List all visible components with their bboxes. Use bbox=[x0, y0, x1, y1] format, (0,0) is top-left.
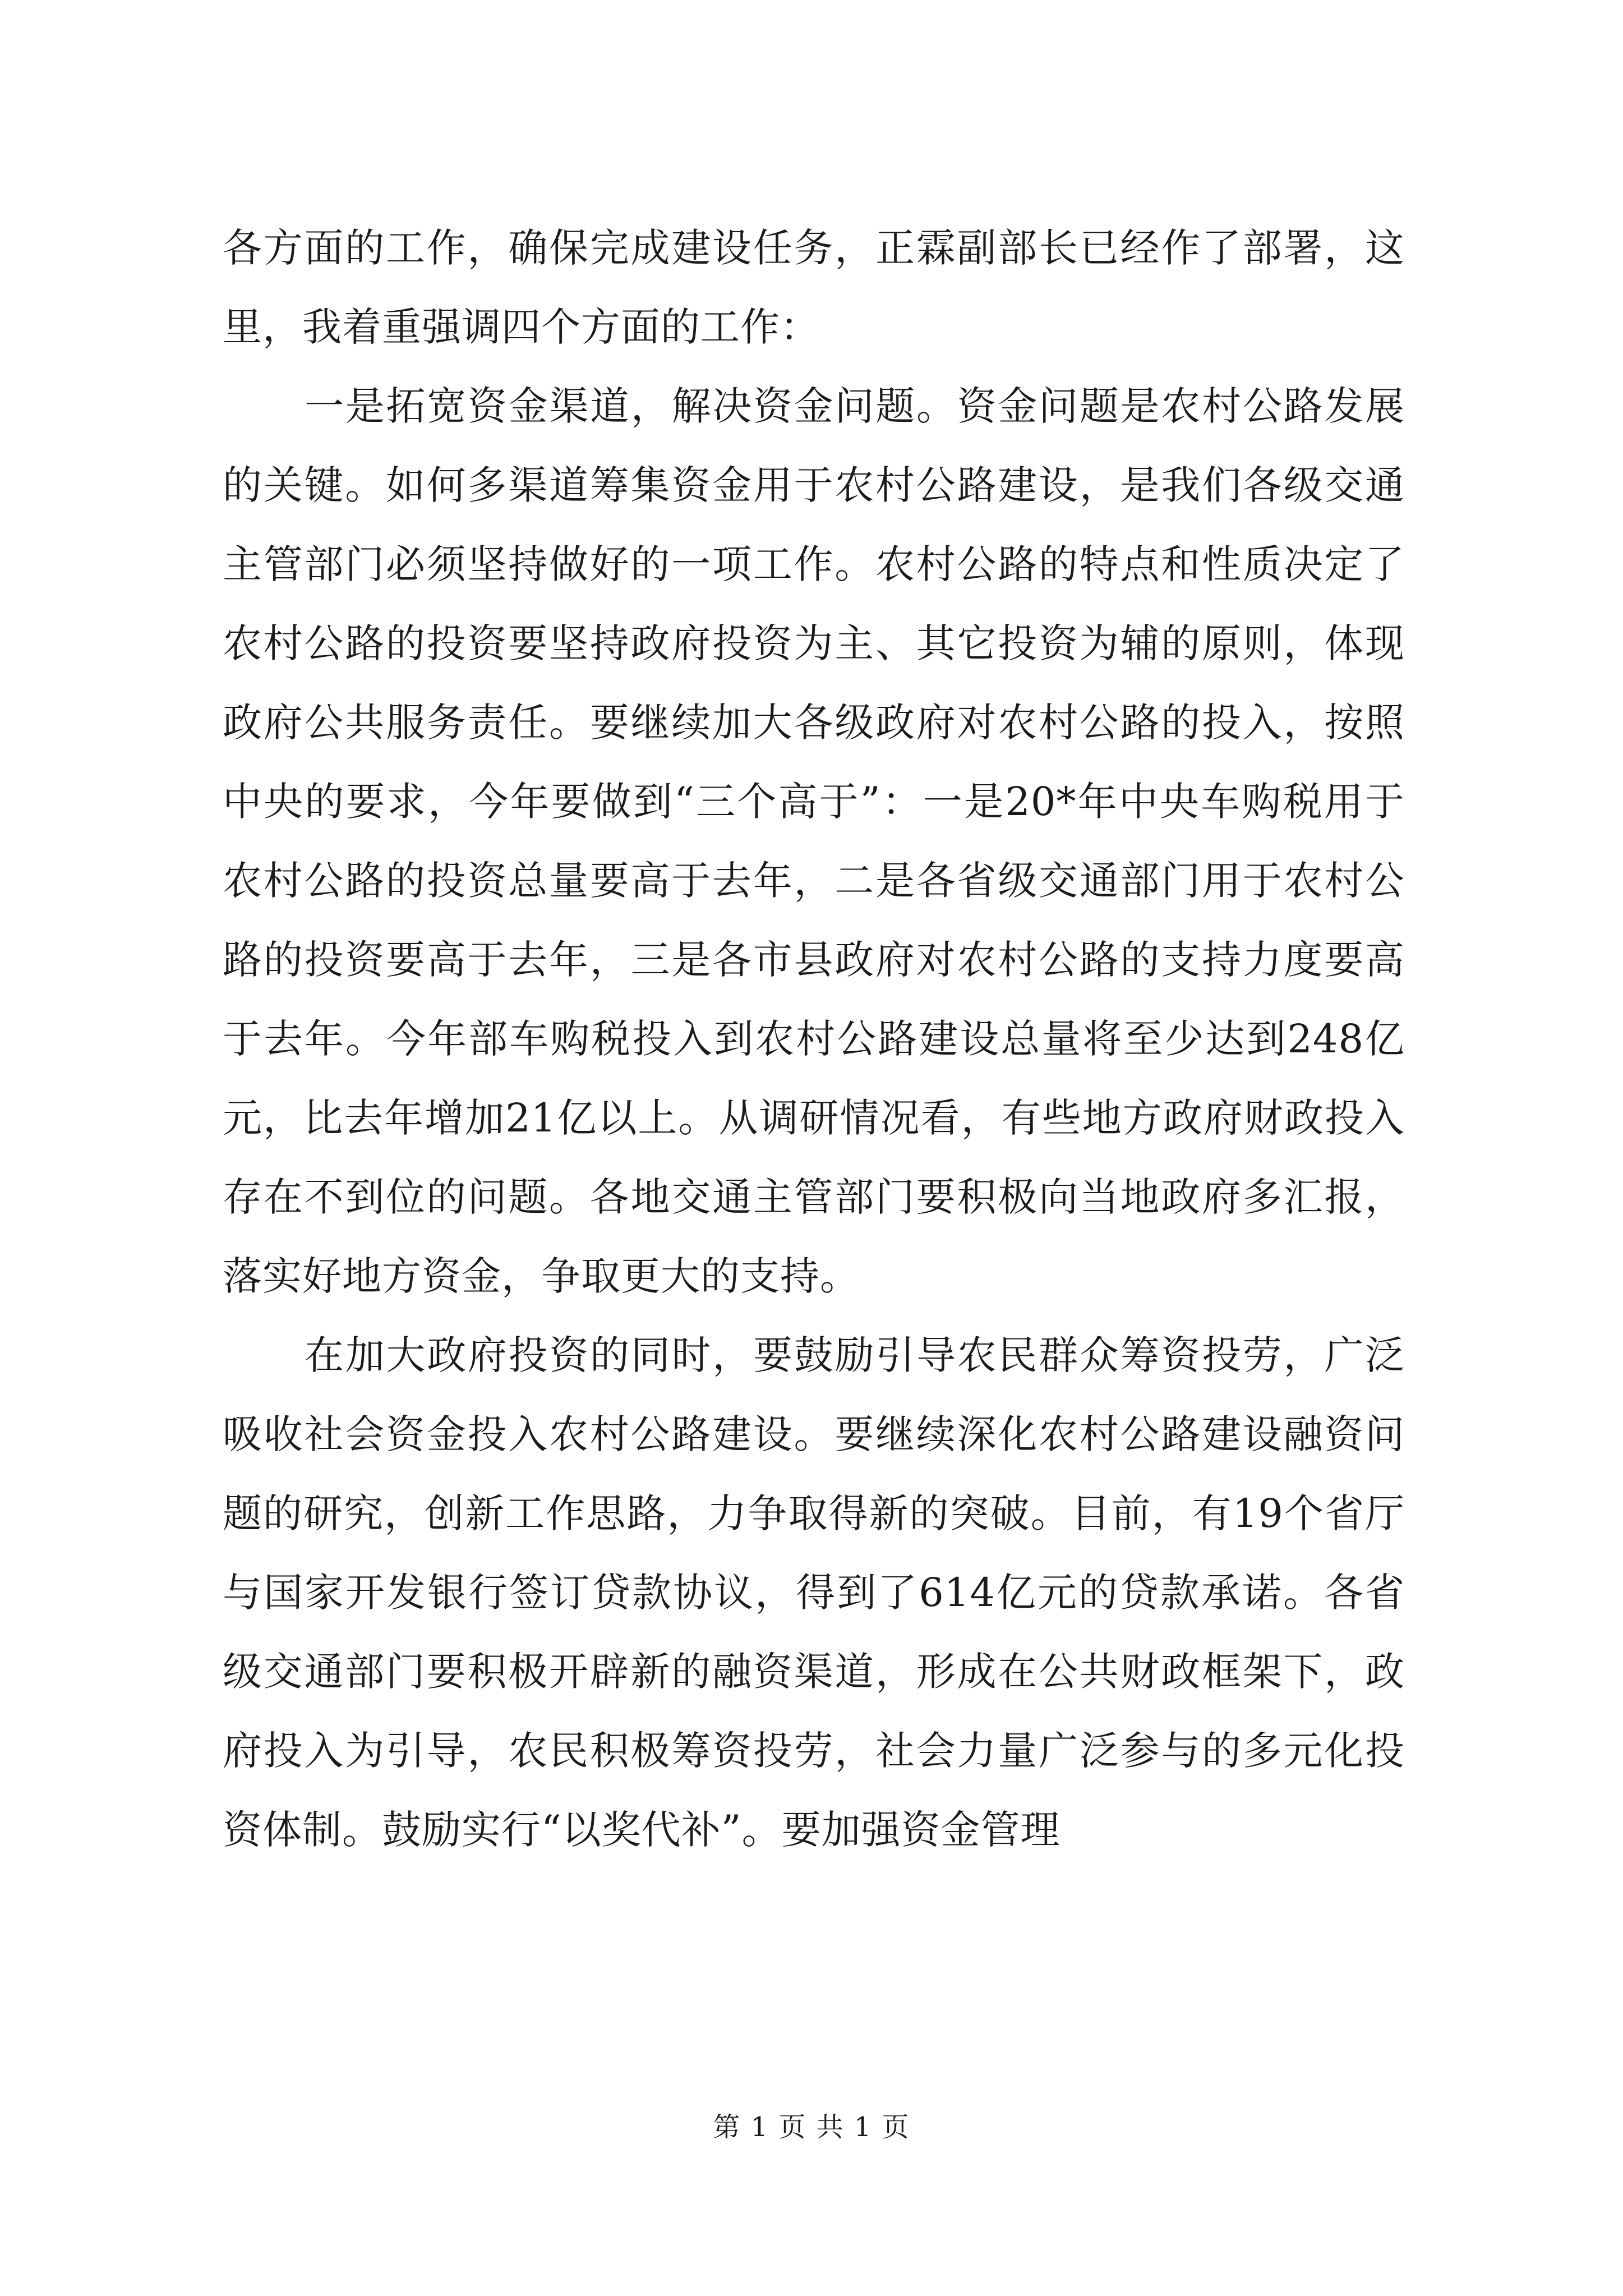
paragraph-1: 各方面的工作，确保完成建设任务，正霖副部长已经作了部署，这里，我着重强调四个方面的工作： bbox=[223, 225, 1405, 350]
paragraph-3: 在加大政府投资的同时，要鼓励引导农民群众筹资投劳，广泛吸收社会资金投入农村公路建设。要继续深化农村公路建设融资问题的研究，创新工作思路，力争取得新的突破。目前，有19个省厅与国家开发银行签订贷款协议，得到了614亿元的贷款承诺。各省级交通部门要积极开辟新的融资渠道，形成在公共财政框架下，政府投入为引导，农民积极筹资投劳，社会力量广泛参与的多元化投资体制。鼓励实行“以奖代补”。要加强资金管理 bbox=[223, 1332, 1405, 1853]
paragraph-2: 一是拓宽资金渠道，解决资金问题。资金问题是农村公路发展的关键。如何多渠道筹集资金用于农村公路建设，是我们各级交通主管部门必须坚持做好的一项工作。农村公路的特点和性质决定了农村公路的投资要坚持政府投资为主、其它投资为辅的原则，体现政府公共服务责任。要继续加大各级政府对农村公路的投入，按照中央的要求，今年要做到“三个高于”：一是20*年中央车购税用于农村公路的投资总量要高于去年，二是各省级交通部门用于农村公路的投资要高于去年，三是各市县政府对农村公路的支持力度要高于去年。今年部车购税投入到农村公路建设总量将至少达到248亿元，比去年增加21亿以上。从调研情况看，有些地方政府财政投入存在不到位的问题。各地交通主管部门要积极向当地政府多汇报，落实好地方资金，争取更大的支持。 bbox=[223, 383, 1405, 1299]
page-footer: 第 1 页 共 1 页 bbox=[713, 2111, 910, 2143]
document-body bbox=[223, 209, 1405, 1870]
